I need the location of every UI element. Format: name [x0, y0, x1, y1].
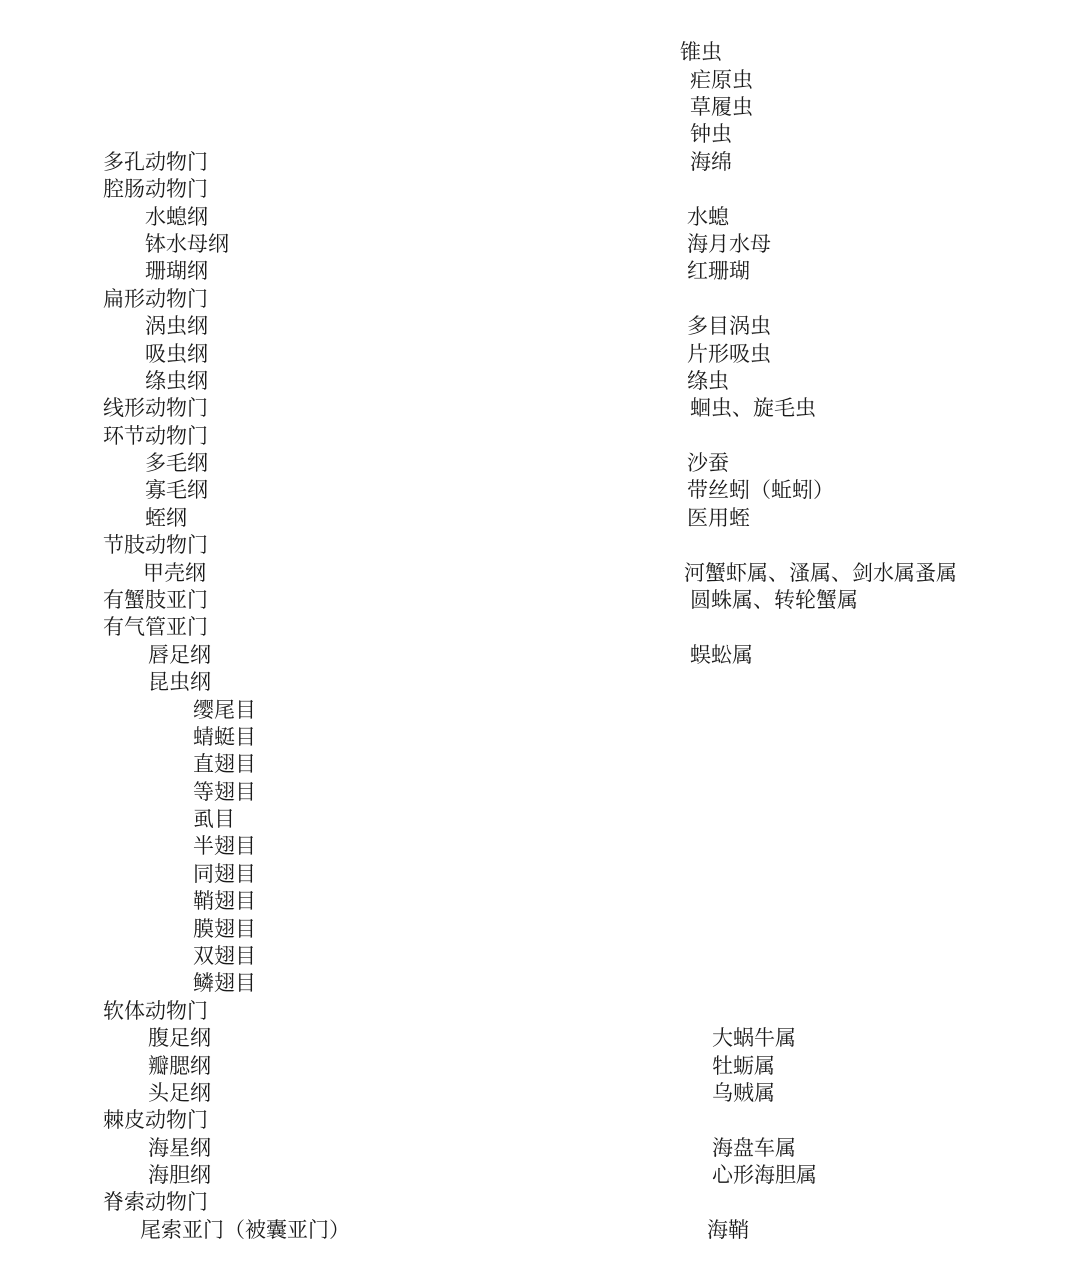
example-text: 片形吸虫: [687, 342, 771, 366]
example-text: 绦虫: [687, 369, 729, 393]
class-label: 蛭纲: [145, 506, 187, 530]
example-text: 乌贼属: [712, 1081, 775, 1105]
class-label: 甲壳纲: [143, 561, 206, 585]
example-text: 海绵: [690, 150, 732, 174]
phylum-label: 棘皮动物门: [103, 1108, 208, 1132]
example-text: 沙蚕: [687, 451, 729, 475]
class-label: 寡毛纲: [145, 478, 208, 502]
class-label: 水螅纲: [145, 205, 208, 229]
phylum-label: 线形动物门: [103, 396, 208, 420]
class-label: 钵水母纲: [145, 232, 229, 256]
example-text: 带丝蚓（蚯蚓）: [687, 478, 834, 502]
order-label: 等翅目: [193, 780, 256, 804]
example-text: 海月水母: [687, 232, 771, 256]
phylum-label: 腔肠动物门: [103, 177, 208, 201]
example-text: 钟虫: [690, 122, 732, 146]
example-text: 红珊瑚: [687, 259, 750, 283]
example-text: 牡蛎属: [712, 1054, 775, 1078]
class-label: 腹足纲: [148, 1026, 211, 1050]
class-label: 吸虫纲: [145, 342, 208, 366]
example-text: 蛔虫、旋毛虫: [690, 396, 816, 420]
example-text: 疟原虫: [690, 68, 753, 92]
phylum-label: 扁形动物门: [103, 287, 208, 311]
example-text: 蜈蚣属: [690, 643, 753, 667]
order-label: 半翅目: [193, 834, 256, 858]
order-label: 直翅目: [193, 752, 256, 776]
subphylum-label: 有蟹肢亚门: [103, 588, 208, 612]
class-label: 海胆纲: [148, 1163, 211, 1187]
example-text: 锥虫: [680, 40, 722, 64]
class-label: 多毛纲: [145, 451, 208, 475]
class-label: 绦虫纲: [145, 369, 208, 393]
example-text: 草履虫: [690, 95, 753, 119]
example-text: 水螅: [687, 205, 729, 229]
class-label: 珊瑚纲: [145, 259, 208, 283]
class-label: 瓣腮纲: [148, 1054, 211, 1078]
example-text: 海鞘: [707, 1218, 749, 1242]
order-label: 虱目: [193, 807, 235, 831]
order-label: 鳞翅目: [193, 971, 256, 995]
order-label: 膜翅目: [193, 917, 256, 941]
order-label: 双翅目: [193, 944, 256, 968]
phylum-label: 多孔动物门: [103, 150, 208, 174]
subphylum-label: 有气管亚门: [103, 615, 208, 639]
order-label: 蜻蜓目: [193, 725, 256, 749]
phylum-label: 脊索动物门: [103, 1190, 208, 1214]
subphylum-label: 尾索亚门（被囊亚门）: [140, 1218, 350, 1242]
phylum-label: 环节动物门: [103, 424, 208, 448]
example-text: 圆蛛属、转轮蟹属: [690, 588, 858, 612]
class-label: 涡虫纲: [145, 314, 208, 338]
example-text: 大蜗牛属: [712, 1026, 796, 1050]
example-text: 河蟹虾属、溞属、剑水属蚤属: [684, 561, 957, 585]
order-label: 鞘翅目: [193, 889, 256, 913]
class-label: 唇足纲: [148, 643, 211, 667]
phylum-label: 软体动物门: [103, 999, 208, 1023]
example-text: 心形海胆属: [712, 1163, 817, 1187]
class-label: 昆虫纲: [148, 670, 211, 694]
class-label: 头足纲: [148, 1081, 211, 1105]
phylum-label: 节肢动物门: [103, 533, 208, 557]
order-label: 缨尾目: [193, 698, 256, 722]
example-text: 多目涡虫: [687, 314, 771, 338]
class-label: 海星纲: [148, 1136, 211, 1160]
example-text: 海盘车属: [712, 1136, 796, 1160]
example-text: 医用蛭: [687, 506, 750, 530]
order-label: 同翅目: [193, 862, 256, 886]
